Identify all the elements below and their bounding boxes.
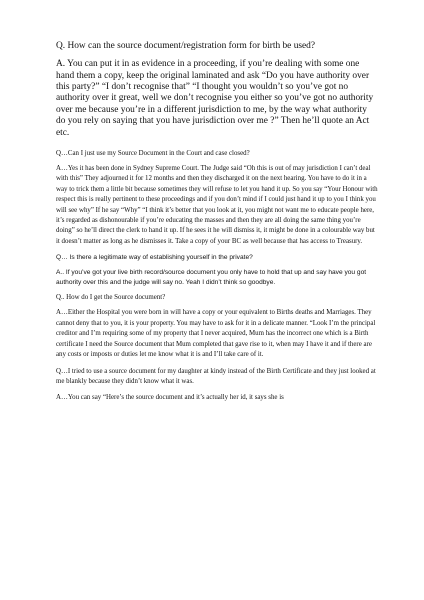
- answer-hospital-or-births-deaths-marriages: A…Either the Hospital you were born in will have a copy or your equivalent to Births deaths and Marriages. They cannot deny that to you, it is your property. You may have to ask for it in a delicate manner. “Look I’m the principal creditor and I’m requiring some of my property that I never acquired, Mum has the incorrect one which is a Birth certificate I need the Source document that Mum completed that gave rise to it, when may I have it and if there are any costs or imposts or duties let me know what it is and I’ll take care of it.: [56, 309, 376, 359]
- answer-evidence-in-proceeding: A. You can put it in as evidence in a proceeding, if you’re dealing with some one hand them a copy, keep the original laminated and ask “Do you have authority over this party?” “I don’t recognise that” “I thought you wouldn’t so you’ve got no authority over it great, well we don’t recognise you either so you’ve got no authority over me because you’re in a different jurisdiction to me, by the way what authority do you rely on saying that you have jurisdiction over me ?” Then he’ll quote an Act etc.: [56, 59, 374, 138]
- answer-here-is-the-source-document: A…You can say “Here’s the source document and it’s actually her id, it says she is: [56, 394, 284, 402]
- question-how-to-get-source-document: Q.. How do I get the Source document?: [56, 294, 166, 302]
- answer-live-birth-record: A.. If you’ve got your live birth record/source document you only have to hold that up and say have you got authority over this and the judge will say no. Yeah I didn’t think so goodbye.: [56, 269, 367, 286]
- question-legitimate-way-private: Q… Is there a legitimate way of establishing yourself in the private?: [56, 254, 253, 262]
- question-use-in-court: Q…Can I just use my Source Document in the Court and case closed?: [56, 150, 250, 158]
- question-source-document-use: Q. How can the source document/registration form for birth be used?: [56, 41, 316, 51]
- answer-sydney-supreme-court: A…Yes it has been done in Sydney Supreme Court. The Judge said “Oh this is out of may jurisdiction I can’t deal with this” They adjourned it for 12 months and then they discharged it on the next hearing. You have to do it in a way to trick them a little bit because sometimes they will refuse to let you hand it up. So you say “Your Honour with respect this is really pertinent to these proceedings and if you don’t mind if I could just hand it up to you I think you will see why” If he say “Why” “I think it’s better that you look at it, you might not want me to educate people here, it’s regarded as dishonourable if you’re educating the masses and then they are all doing the same thing you’re doing” so he’ll direct the clerk to hand it up. If he sees it he will dismiss it, it might be done in a colourable way but it doesn’t matter as long as he dismisses it. Take a copy of your BC as well because that has access to Treasury.: [56, 165, 378, 245]
- document-page: [56, 40, 378, 410]
- question-kindy-source-document: Q…I tried to use a source document for my daughter at kindy instead of the Birth Certificate and they just looked at me blankly because they didn’t know what it was.: [56, 367, 376, 385]
